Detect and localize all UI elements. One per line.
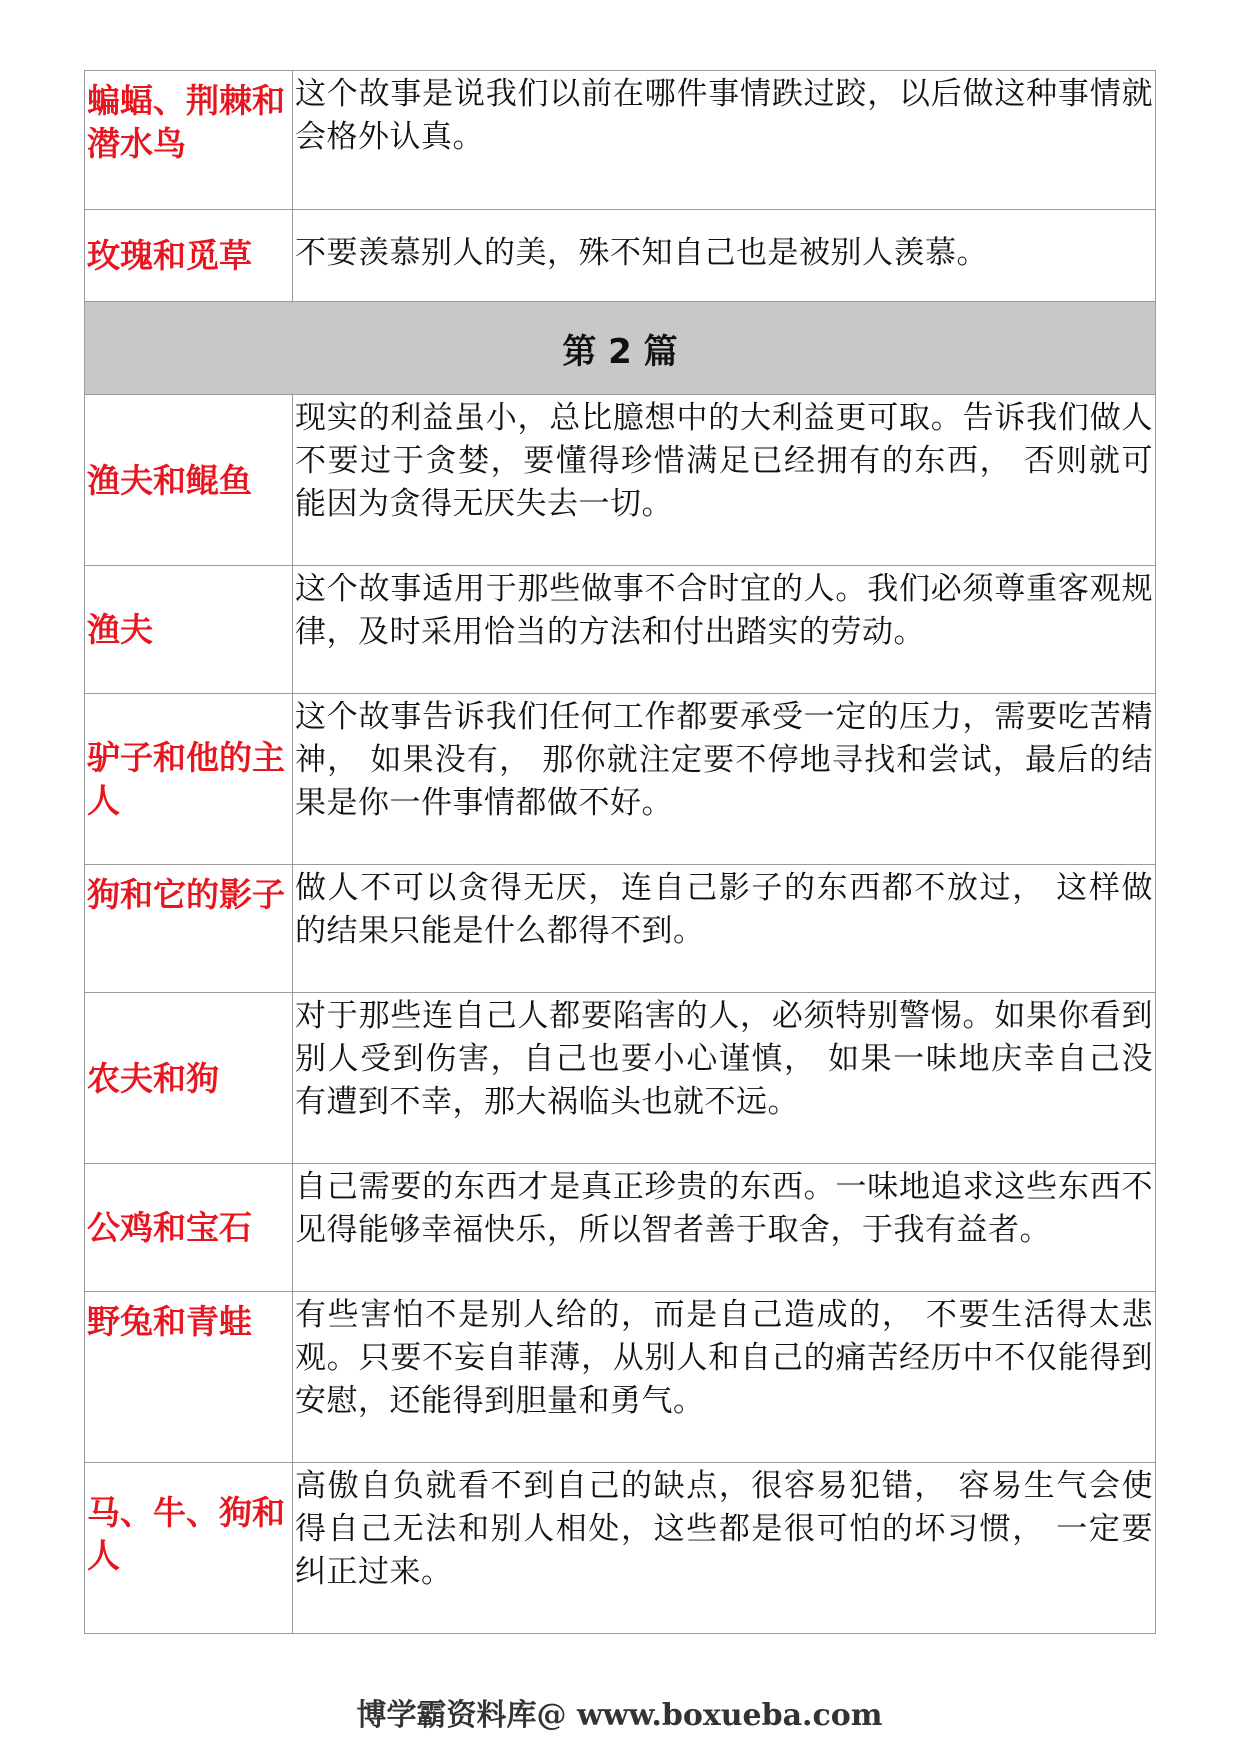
fable-moral: 这个故事适用于那些做事不合时宜的人。我们必须尊重客观规律，及时采用恰当的方法和付出踏实的劳动。: [293, 566, 1156, 694]
table-row: [85, 210, 1156, 302]
table-row: [85, 1164, 1156, 1292]
fable-moral: 做人不可以贪得无厌，连自己影子的东西都不放过， 这样做的结果只能是什么都得不到。: [293, 865, 1156, 993]
footer-url: www.boxueba.com: [576, 1698, 883, 1733]
fable-title: 渔夫和鲲鱼: [85, 395, 293, 566]
table-row: [85, 1463, 1156, 1634]
table-row: [85, 1292, 1156, 1463]
fable-moral: 这个故事告诉我们任何工作都要承受一定的压力，需要吃苦精神， 如果没有， 那你就注定要不停地寻找和尝试，最后的结果是你一件事情都做不好。: [293, 694, 1156, 865]
table-row: [85, 566, 1156, 694]
section-header-row: [85, 302, 1156, 395]
fable-table: [84, 70, 1156, 1634]
fable-title: 狗和它的影子: [85, 865, 293, 993]
fable-moral: 有些害怕不是别人给的，而是自己造成的， 不要生活得太悲观。只要不妄自菲薄，从别人和自己的痛苦经历中不仅能得到安慰，还能得到胆量和勇气。: [293, 1292, 1156, 1463]
fable-title: 公鸡和宝石: [85, 1164, 293, 1292]
fable-moral: 对于那些连自己人都要陷害的人，必须特别警惕。如果你看到别人受到伤害，自己也要小心谨慎， 如果一味地庆幸自己没有遭到不幸，那大祸临头也就不远。: [293, 993, 1156, 1164]
fable-moral: 自己需要的东西才是真正珍贵的东西。一味地追求这些东西不见得能够幸福快乐，所以智者善于取舍，于我有益者。: [293, 1164, 1156, 1292]
table-row: [85, 694, 1156, 865]
fable-title: 野兔和青蛙: [85, 1292, 293, 1463]
fable-moral: 高傲自负就看不到自己的缺点，很容易犯错， 容易生气会使得自己无法和别人相处，这些都是很可怕的坏习惯， 一定要纠正过来。: [293, 1463, 1156, 1634]
footer-at: @: [536, 1698, 567, 1733]
fable-moral: 这个故事是说我们以前在哪件事情跌过跤，以后做这种事情就会格外认真。: [293, 71, 1156, 210]
fable-title: 蝙蝠、荆棘和潜水鸟: [85, 71, 293, 210]
fable-moral: 现实的利益虽小，总比臆想中的大利益更可取。告诉我们做人不要过于贪婪，要懂得珍惜满足已经拥有的东西， 否则就可能因为贪得无厌失去一切。: [293, 395, 1156, 566]
fable-title: 农夫和狗: [85, 993, 293, 1164]
table-row: [85, 71, 1156, 210]
watermark-footer: [0, 1690, 1239, 1734]
fable-title: 玫瑰和觅草: [85, 210, 293, 302]
table-row: [85, 993, 1156, 1164]
section-heading: 第 2 篇: [85, 302, 1156, 395]
fable-title: 马、牛、狗和人: [85, 1463, 293, 1634]
fable-moral: 不要羡慕别人的美，殊不知自己也是被别人羡慕。: [293, 210, 1156, 302]
table-row: [85, 865, 1156, 993]
table-row: [85, 395, 1156, 566]
fable-title: 驴子和他的主人: [85, 694, 293, 865]
fable-title: 渔夫: [85, 566, 293, 694]
footer-brand: 博学霸资料库: [356, 1698, 537, 1733]
